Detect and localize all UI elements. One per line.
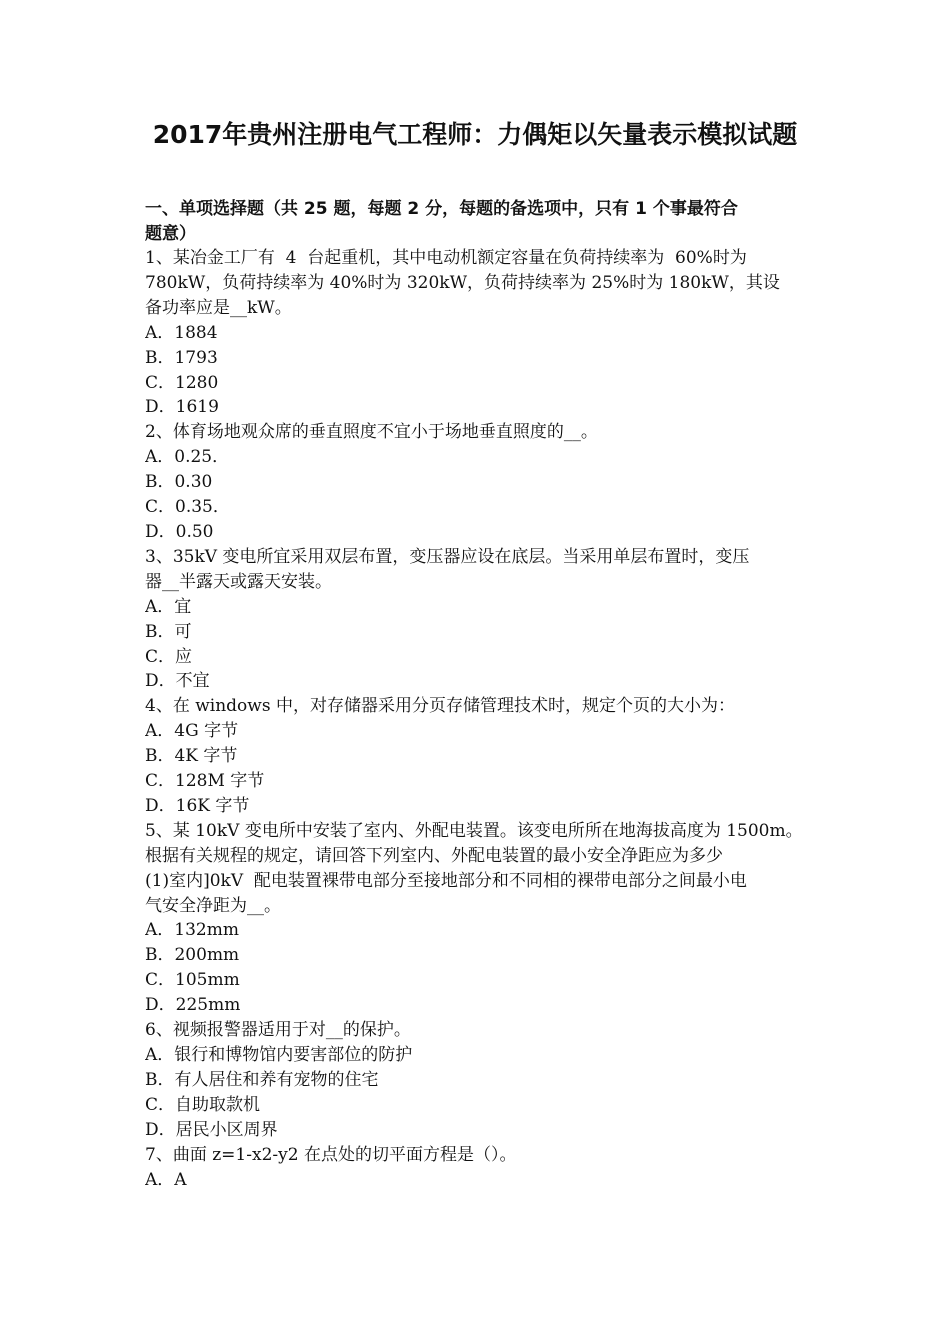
text-line: (1)室内]0kV 配电装置裸带电部分至接地部分和不同相的裸带电部分之间最小电 bbox=[145, 870, 747, 891]
option-line: B．可 bbox=[145, 621, 192, 642]
option-line: D．16K 字节 bbox=[145, 795, 250, 816]
option-line: A．A bbox=[145, 1169, 187, 1190]
section-heading-line: 题意） bbox=[145, 223, 196, 244]
question-list bbox=[145, 246, 813, 1192]
option-line: B．1793 bbox=[145, 347, 218, 368]
option-line: D．225mm bbox=[145, 995, 241, 1016]
document-title: 2017年贵州注册电气工程师：力偶矩以矢量表示模拟试题 bbox=[152, 120, 798, 149]
option-line: D．居民小区周界 bbox=[145, 1119, 278, 1140]
option-line: A．银行和博物馆内要害部位的防护 bbox=[145, 1045, 413, 1065]
option-line: C．应 bbox=[145, 646, 193, 667]
option-line: C．自助取款机 bbox=[145, 1094, 261, 1115]
text-line: 780kW，负荷持续率为 40%时为 320kW，负荷持续率为 25%时为 180kW，其设 bbox=[145, 272, 780, 293]
text-line: 3、35kV 变电所宜采用双层布置，变压器应设在底层。当采用单层布置时，变压 bbox=[145, 546, 750, 567]
text-line: 2、体育场地观众席的垂直照度不宜小于场地垂直照度的__。 bbox=[145, 422, 598, 443]
section-heading-line: 一、单项选择题（共 25 题，每题 2 分，每题的备选项中，只有 1 个事最符合 bbox=[145, 199, 738, 219]
option-line: A．0.25． bbox=[145, 447, 230, 468]
section-heading bbox=[145, 197, 813, 246]
option-line: A．132mm bbox=[145, 920, 239, 941]
option-line: A．1884 bbox=[145, 322, 218, 343]
option-line: C．105mm bbox=[145, 970, 240, 991]
text-line: 4、在 windows 中，对存储器采用分页存储管理技术时，规定个页的大小为： bbox=[145, 696, 735, 717]
option-line: B．有人居住和养有宠物的住宅 bbox=[145, 1069, 379, 1090]
option-line: D．不宜 bbox=[145, 671, 210, 692]
option-line: C．1280 bbox=[145, 372, 219, 393]
option-line: B．0.30 bbox=[145, 472, 213, 493]
option-line: B．200mm bbox=[145, 945, 240, 966]
text-line: 7、曲面 z=1-x2-y2 在点处的切平面方程是（）。 bbox=[145, 1144, 517, 1165]
text-line: 6、视频报警器适用于对__的保护。 bbox=[145, 1020, 411, 1041]
option-line: D．1619 bbox=[145, 397, 219, 418]
text-line: 根据有关规程的规定，请回答下列室内、外配电装置的最小安全净距应为多少 bbox=[145, 845, 723, 866]
option-line: A．4G 字节 bbox=[145, 721, 239, 742]
option-line: C．128M 字节 bbox=[145, 771, 265, 792]
option-line: A．宜 bbox=[145, 596, 192, 617]
text-line: 5、某 10kV 变电所中安装了室内、外配电装置。该变电所所在地海拔高度为 1500m。 bbox=[145, 820, 803, 841]
text-line: 备功率应是__kW。 bbox=[145, 297, 292, 318]
document-body bbox=[145, 197, 813, 1192]
option-line: D．0.50 bbox=[145, 521, 214, 542]
text-line: 1、某冶金工厂有 4 台起重机，其中电动机额定容量在负荷持续率为 60%时为 bbox=[145, 248, 747, 268]
option-line: B．4K 字节 bbox=[145, 746, 238, 767]
option-line: C．0.35． bbox=[145, 497, 230, 518]
text-line: 气安全净距为__。 bbox=[145, 895, 281, 916]
text-line: 器__半露天或露天安装。 bbox=[145, 571, 332, 592]
